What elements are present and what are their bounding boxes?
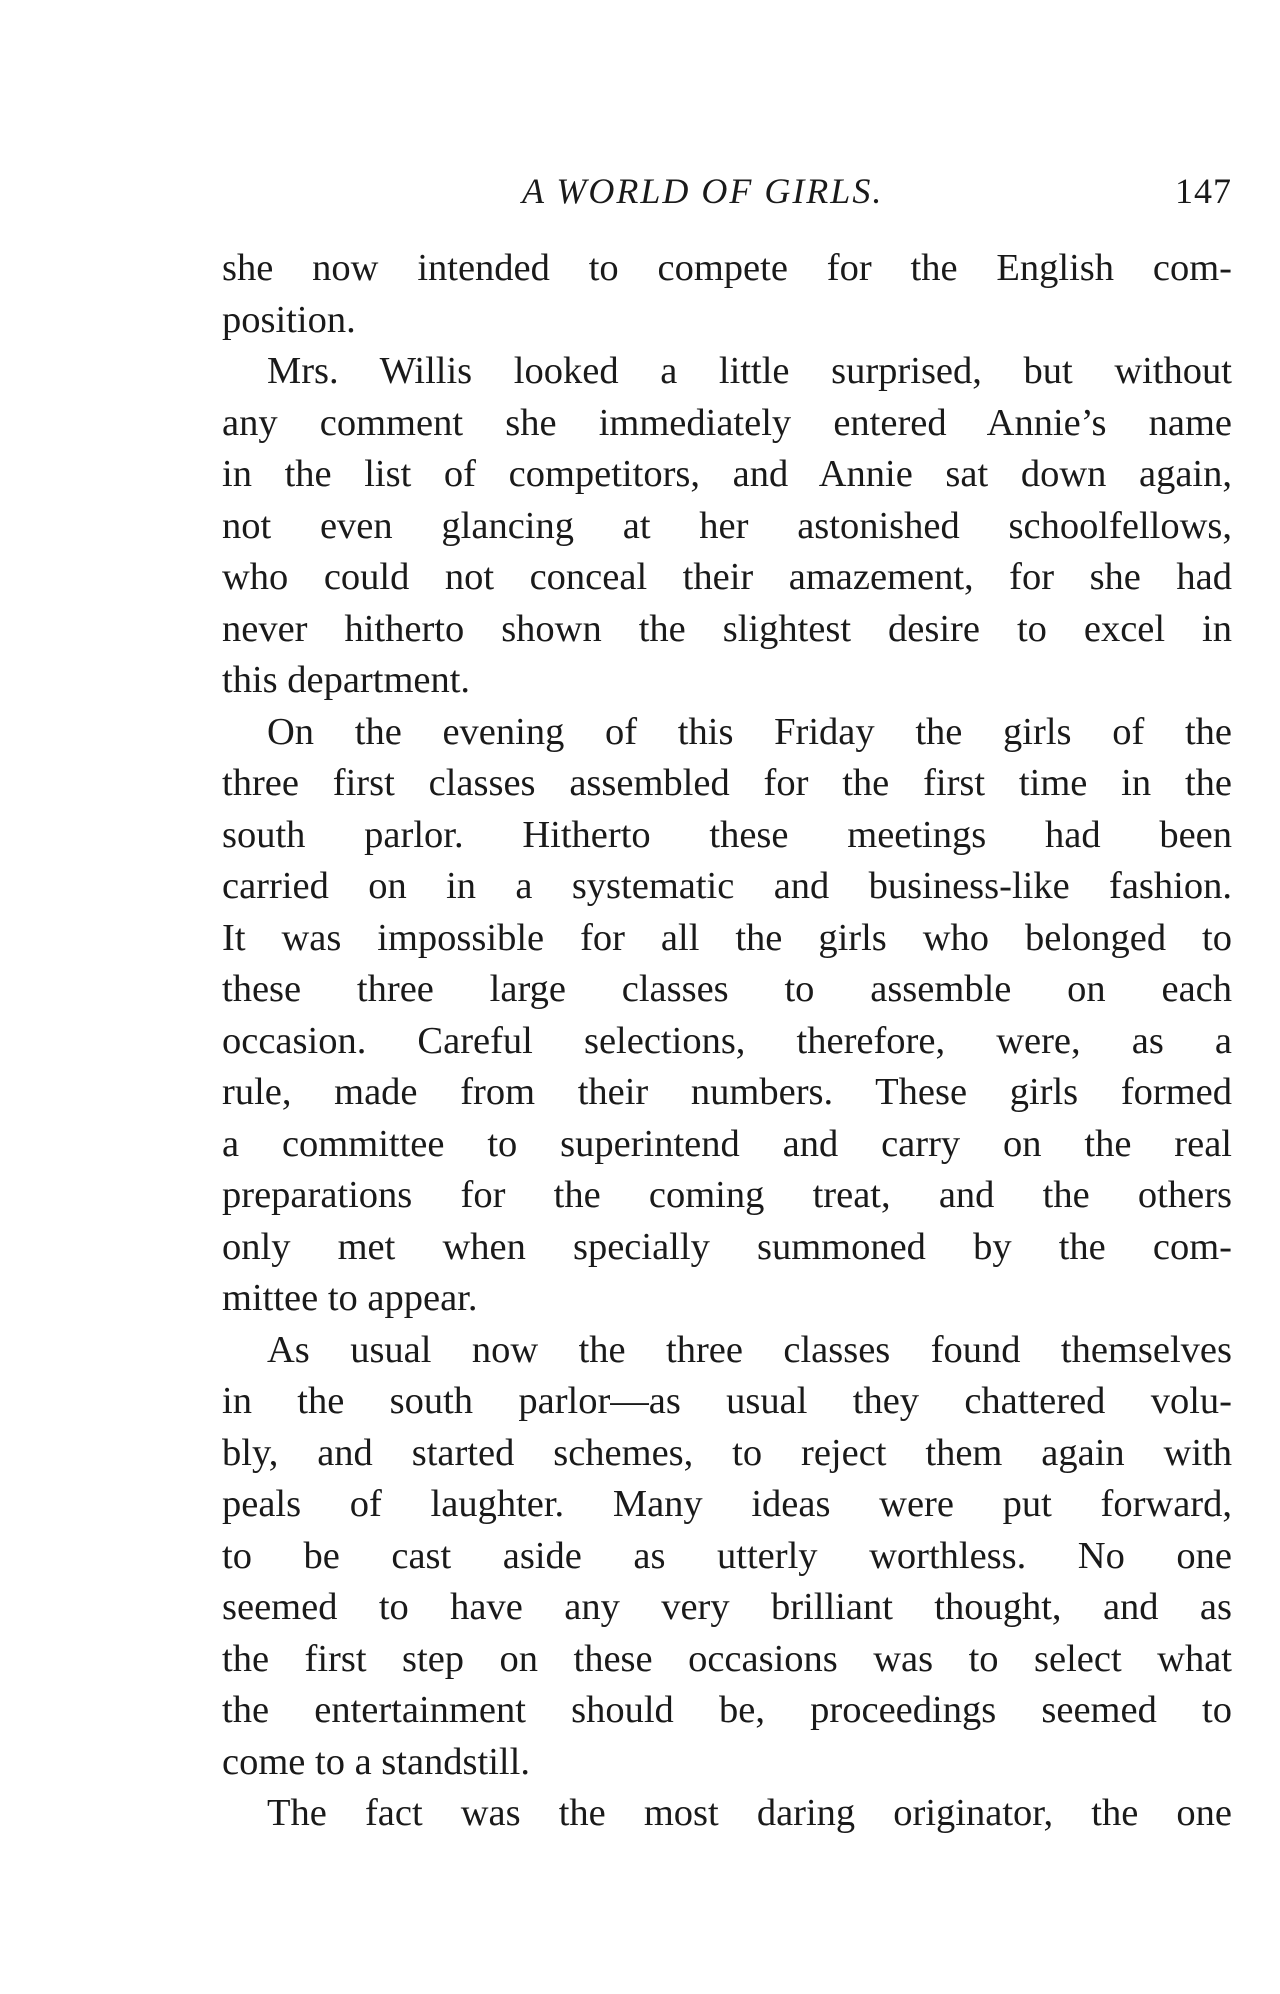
text-line: to be cast aside as utterly worthless. No one — [222, 1534, 1232, 1577]
text-line: On the evening of this Friday the girls of the — [267, 710, 1232, 753]
text-line: mittee to appear. — [222, 1277, 478, 1319]
text-line: seemed to have any very brilliant thought, and as — [222, 1586, 1232, 1628]
text-line: It was impossible for all the girls who belonged to — [222, 916, 1232, 959]
text-line: the first step on these occasions was to select what — [222, 1637, 1232, 1680]
text-line: only met when specially summoned by the com- — [222, 1225, 1232, 1268]
text-line: who could not conceal their amazement, for she had — [222, 556, 1232, 598]
text-line: not even glancing at her astonished schoolfellows, — [222, 504, 1232, 547]
text-line: a committee to superintend and carry on the real — [222, 1122, 1232, 1165]
text-line: three first classes assembled for the first time in the — [222, 762, 1232, 804]
text-line: Mrs. Willis looked a little surprised, but without — [267, 350, 1232, 392]
text-line: occasion. Careful selections, therefore, were, as a — [222, 1019, 1232, 1062]
text-line: these three large classes to assemble on each — [222, 968, 1232, 1010]
text-line: peals of laughter. Many ideas were put forward, — [222, 1483, 1232, 1525]
text-line: she now intended to compete for the English com- — [222, 247, 1232, 289]
page-header — [222, 170, 1232, 220]
text-line: in the list of competitors, and Annie sat down again, — [222, 453, 1232, 495]
text-line: this department. — [222, 659, 471, 701]
text-line: come to a standstill. — [222, 1740, 530, 1783]
text-line: The fact was the most daring originator, the one — [267, 1792, 1232, 1834]
text-line: As usual now the three classes found themselves — [267, 1328, 1232, 1371]
page-number: 147 — [1175, 171, 1232, 211]
body-text — [222, 243, 1232, 1840]
text-line: never hitherto shown the slightest desire to excel in — [222, 607, 1232, 650]
text-line: any comment she immediately entered Annie’s name — [222, 401, 1232, 444]
text-line: carried on in a systematic and business-like fashion. — [222, 865, 1232, 907]
text-line: in the south parlor—as usual they chattered volu- — [222, 1380, 1232, 1422]
text-line: bly, and started schemes, to reject them again with — [222, 1431, 1232, 1474]
running-title: A WORLD OF GIRLS. — [522, 171, 884, 211]
text-line: position. — [222, 298, 356, 341]
text-line: the entertainment should be, proceedings seemed to — [222, 1689, 1232, 1731]
text-line: south parlor. Hitherto these meetings had been — [222, 813, 1232, 856]
text-line: rule, made from their numbers. These girls formed — [222, 1071, 1232, 1113]
text-line: preparations for the coming treat, and the others — [222, 1174, 1232, 1216]
